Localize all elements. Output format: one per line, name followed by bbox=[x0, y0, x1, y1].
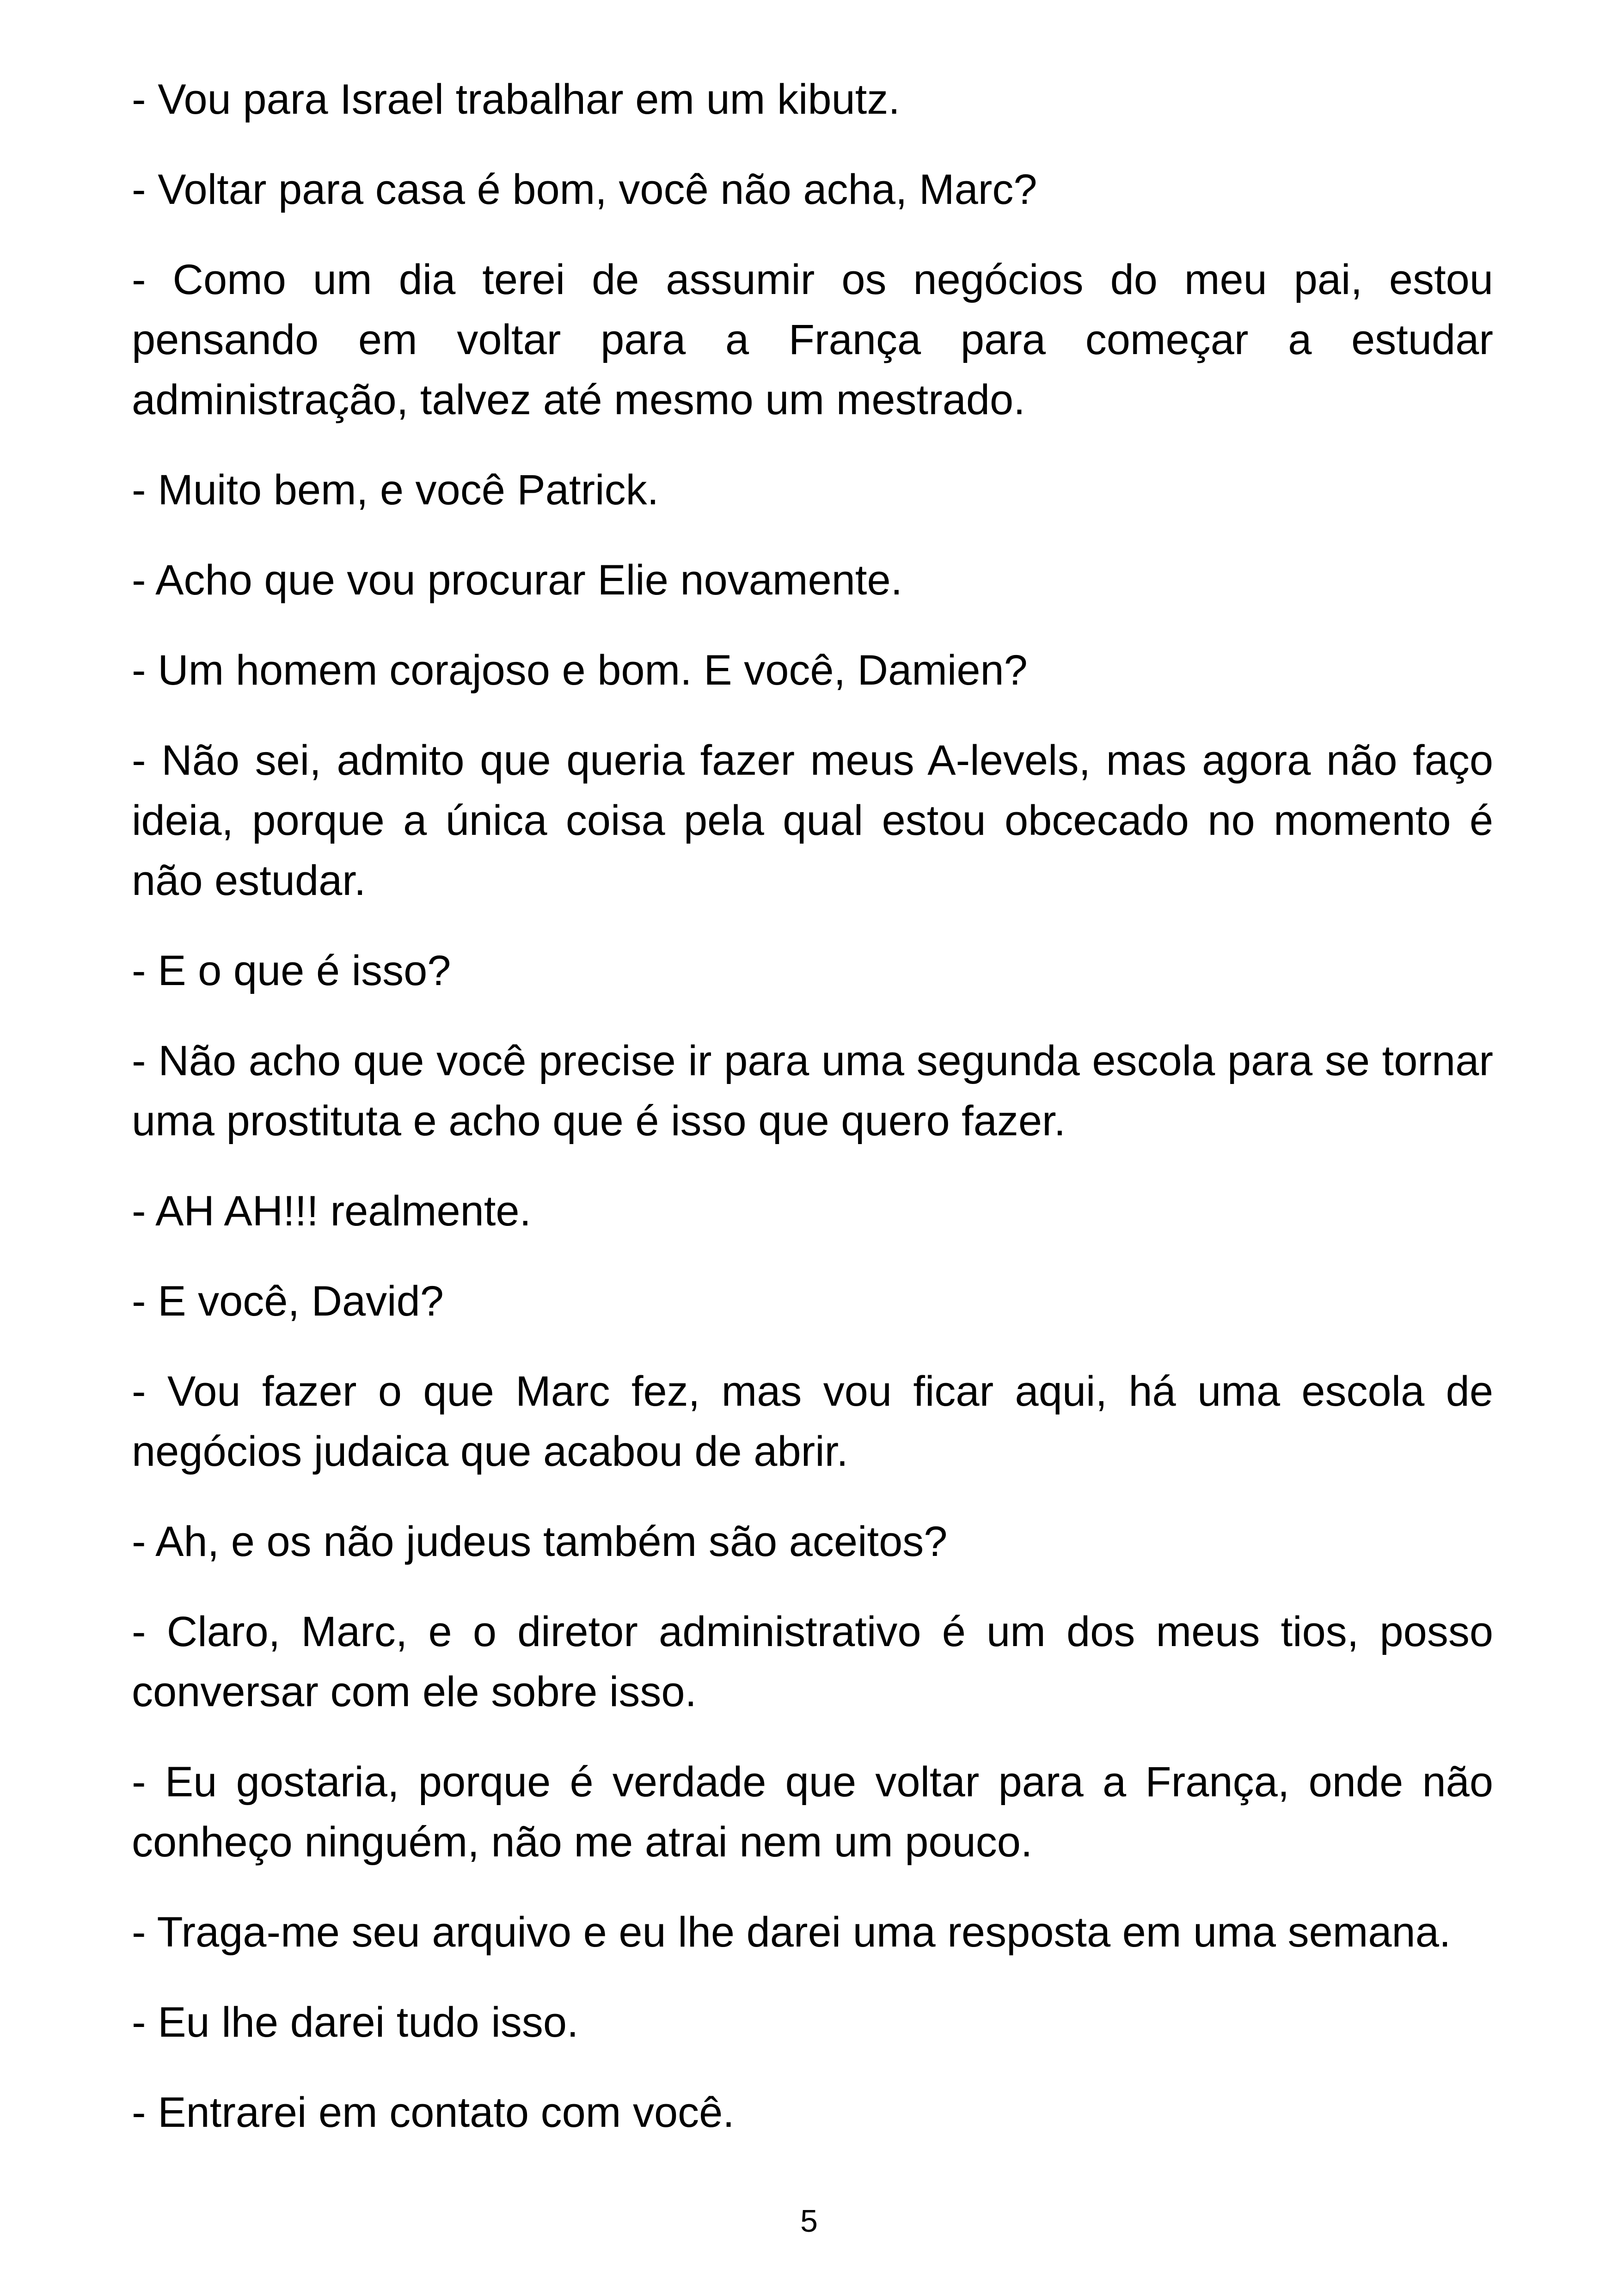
dialogue-paragraph: - E você, David? bbox=[132, 1278, 444, 1325]
dialogue-paragraph: - Vou para Israel trabalhar em um kibutz. bbox=[132, 76, 900, 123]
dialogue-paragraph: - Entrarei em contato com você. bbox=[132, 2089, 735, 2136]
dialogue-paragraph: - Ah, e os não judeus também são aceitos? bbox=[132, 1518, 948, 1565]
dialogue-paragraph: - E o que é isso? bbox=[132, 947, 451, 994]
dialogue-paragraph: - Não sei, admito que queria fazer meus A-levels, mas agora não faço ideia, porque a única coisa pela qual estou obcecado no momento é não estudar. bbox=[132, 737, 1493, 904]
dialogue-paragraph: - Acho que vou procurar Elie novamente. bbox=[132, 557, 903, 604]
dialogue-paragraph: - Eu lhe darei tudo isso. bbox=[132, 1999, 579, 2046]
dialogue-paragraph: - AH AH!!! realmente. bbox=[132, 1188, 532, 1235]
dialogue-paragraph: - Muito bem, e você Patrick. bbox=[132, 466, 659, 514]
dialogue-paragraph: - Vou fazer o que Marc fez, mas vou ficar aqui, há uma escola de negócios judaica que acabou de abrir. bbox=[132, 1368, 1493, 1475]
dialogue-paragraph: - Um homem corajoso e bom. E você, Damien? bbox=[132, 647, 1028, 694]
dialogue-paragraph: - Não acho que você precise ir para uma segunda escola para se tornar uma prostituta e acho que é isso que quero fazer. bbox=[132, 1037, 1493, 1145]
dialogue-paragraph: - Eu gostaria, porque é verdade que voltar para a França, onde não conheço ninguém, não me atrai nem um pouco. bbox=[132, 1758, 1493, 1866]
dialogue-paragraph: - Claro, Marc, e o diretor administrativo é um dos meus tios, posso conversar com ele sobre isso. bbox=[132, 1608, 1493, 1715]
dialogue-paragraph: - Como um dia terei de assumir os negócios do meu pai, estou pensando em voltar para a França para começar a estudar administração, talvez até mesmo um mestrado. bbox=[132, 256, 1493, 423]
page-number: 5 bbox=[800, 2204, 818, 2239]
dialogue-paragraph: - Voltar para casa é bom, você não acha, Marc? bbox=[132, 166, 1037, 213]
document-body bbox=[132, 69, 1493, 2173]
dialogue-paragraph: - Traga-me seu arquivo e eu lhe darei uma resposta em uma semana. bbox=[132, 1909, 1451, 1956]
